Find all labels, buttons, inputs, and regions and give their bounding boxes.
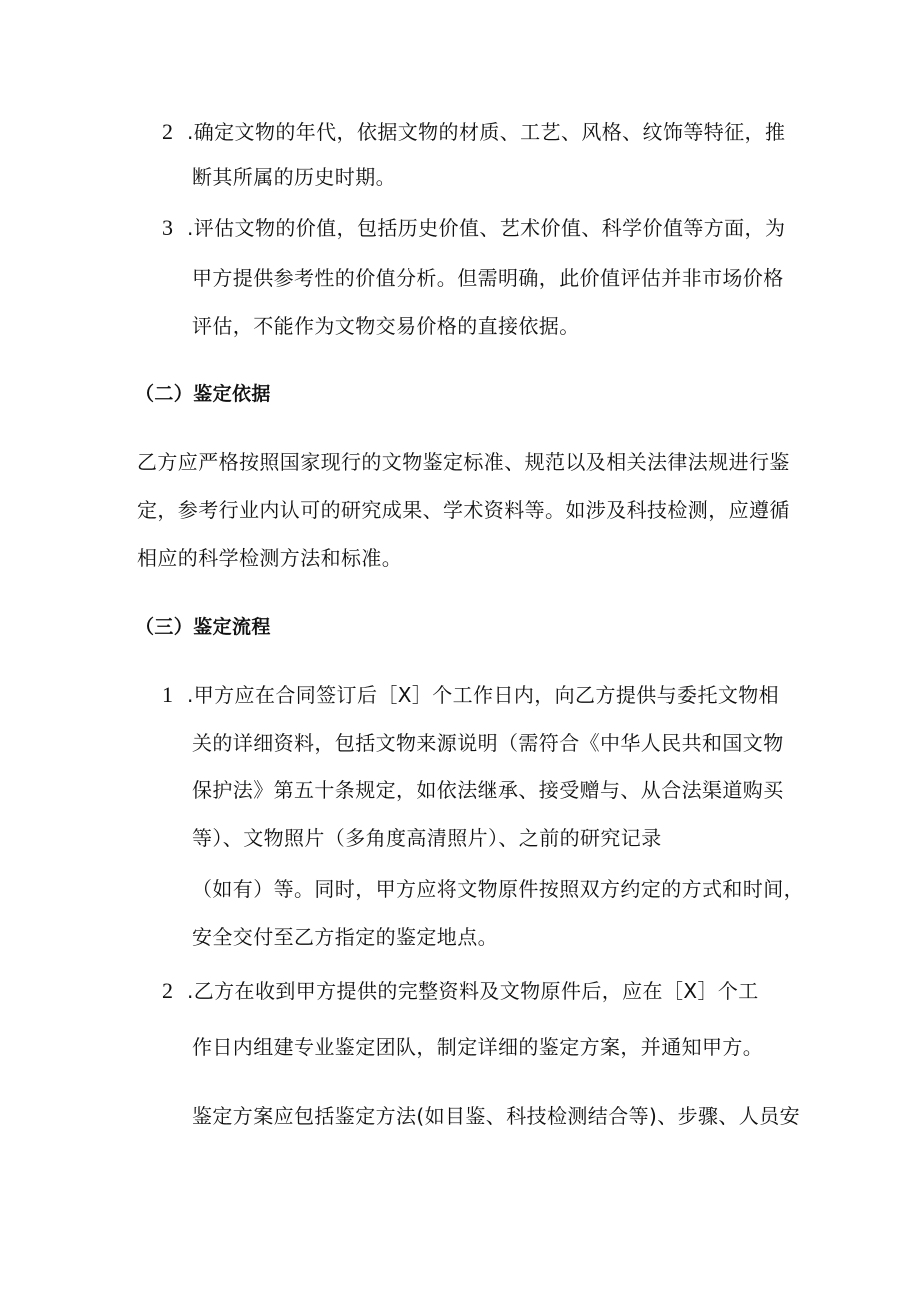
- list-number-2: 2: [162, 119, 173, 144]
- item-3-line-1: .评估文物的价值，包括历史价值、艺术价值、科学价值等方面，为: [187, 216, 786, 240]
- process-1-line-1: .甲方应在合同签订后［X］个工作日内，向乙方提供与委托文物相: [187, 683, 780, 707]
- process-2-line-3: 鉴定方案应包括鉴定方法(如目鉴、科技检测结合等)、步骤、人员安: [192, 1104, 801, 1128]
- section-heading-basis: （二）鉴定依据: [135, 383, 271, 405]
- item-3-line-2: 甲方提供参考性的价值分析。但需明确，此价值评估并非市场价格: [192, 266, 784, 290]
- process-1-line-6: 安全交付至乙方指定的鉴定地点。: [192, 925, 498, 949]
- process-2-line-2: 作日内组建专业鉴定团队，制定详细的鉴定方案，并通知甲方。: [192, 1035, 764, 1059]
- list-number-2b: 2: [162, 978, 173, 1003]
- item-3-line-3: 评估，不能作为文物交易价格的直接依据。: [192, 314, 580, 338]
- process-1-line-3: 保护法》第五十条规定，如依法继承、接受赠与、从合法渠道购买: [192, 778, 784, 802]
- basis-line-1: 乙方应严格按照国家现行的文物鉴定标准、规范以及相关法律法规进行鉴: [137, 450, 790, 474]
- list-number-3: 3: [162, 215, 173, 240]
- item-2-line-1: .确定文物的年代，依据文物的材质、工艺、风格、纹饰等特征，推: [187, 120, 786, 144]
- process-2-line-1: .乙方在收到甲方提供的完整资料及文物原件后，应在［X］个工: [187, 979, 759, 1003]
- basis-line-2: 定，参考行业内认可的研究成果、学术资料等。如涉及科技检测，应遵循: [137, 498, 790, 522]
- list-number-1: 1: [162, 682, 173, 707]
- process-1-line-4: 等）、文物照片（多角度高清照片）、之前的研究记录: [192, 826, 662, 850]
- process-1-line-2: 关的详细资料，包括文物来源说明（需符合《中华人民共和国文物: [192, 731, 784, 755]
- item-2-line-2: 断其所属的历史时期。: [192, 165, 396, 189]
- section-heading-process: （三）鉴定流程: [135, 616, 271, 638]
- process-1-line-5: （如有）等。同时，甲方应将文物原件按照双方约定的方式和时间，: [192, 877, 804, 901]
- basis-line-3: 相应的科学检测方法和标准。: [137, 546, 403, 570]
